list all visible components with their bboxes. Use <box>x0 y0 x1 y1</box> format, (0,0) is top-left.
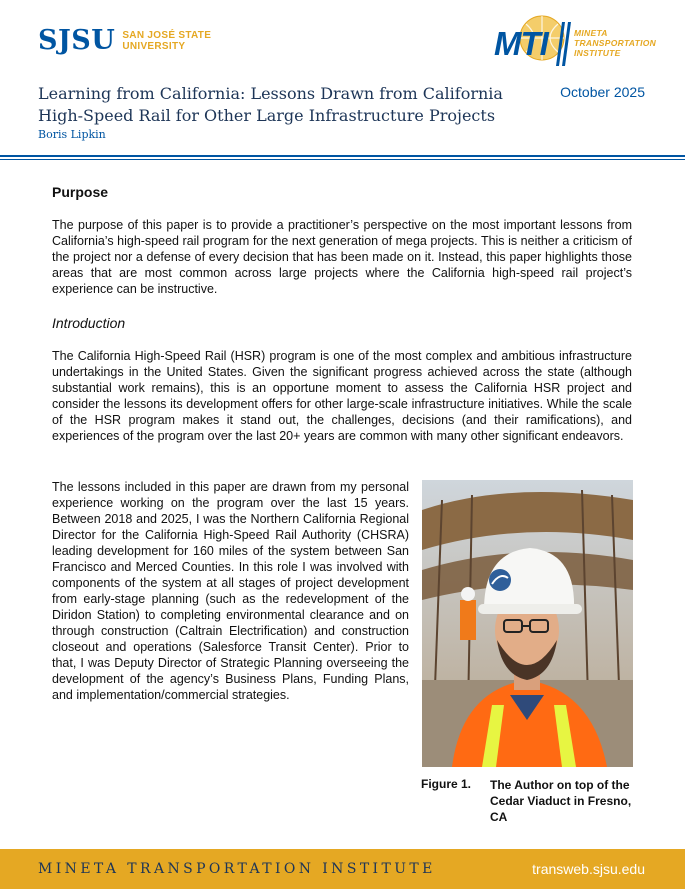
document-author: Boris Lipkin <box>38 128 106 141</box>
sjsu-wordmark: SJSU <box>38 25 116 56</box>
figure-caption: The Author on top of the Cedar Viaduct in Fresno, CA <box>490 778 632 824</box>
footer-website-link[interactable]: transweb.sjsu.edu <box>532 861 645 877</box>
introduction-heading: Introduction <box>52 315 126 331</box>
figure-label: Figure 1. <box>421 777 472 791</box>
purpose-heading: Purpose <box>52 184 109 200</box>
mti-logo <box>492 12 657 70</box>
lessons-paragraph: The lessons included in this paper are drawn from my personal experience working on the program over the last 15 years. Between 2018 and 2025, I was the Northern California Regional Director for the California High-Speed Rail Authority (CHSRA) leading development for 160 miles of the system between San Francisco and Merced Counties. In this role I was involved with components of the system at all stages of project development from early-stage planning (such as the redevelopment of the Diridon Station) to completing environmental clearance and on through construction (Caltrain Electrification) and construction closeout and operations (Salesforce Transit Center). Prior to that, I was Deputy Director of Strategic Planning overseeing the development of the agency’s Business Plans, Funding Plans, and implementation/commercial strategies. <box>52 480 409 702</box>
mti-wordmark: MTI <box>494 25 548 62</box>
document-title: Learning from California: Lessons Drawn from California High-Speed Rail for Other Large Infrastructure Projects <box>38 84 503 125</box>
footer-bar <box>0 849 685 889</box>
author-photo <box>422 480 633 767</box>
mti-subtitle: MINETA TRANSPORTATION INSTITUTE <box>574 28 657 58</box>
sjsu-logo <box>38 26 211 56</box>
header-divider <box>0 155 685 157</box>
purpose-paragraph: The purpose of this paper is to provide a practitioner’s perspective on the most important lessons from California’s high-speed rail program for the next generation of mega projects. This is neither a criticism of the project nor a defense of every decision that has been made on it. Instead, this paper highlights those areas that are most common across large projects where the California high-speed rail project’s experience can be instructive. <box>52 218 632 296</box>
introduction-paragraph: The California High-Speed Rail (HSR) program is one of the most complex and ambitious infrastructure undertakings in the United States. Given the significant progress achieved across the state (although substantial work remains), this is an opportune moment to assess the California HSR project and consider the lessons its development offers for other large-scale infrastructure initiatives. While the scale of the HSR program makes it stand out, the challenges, decisions (and their ramifications), and experiences of the program over the last 20+ years are common with many other significant endeavors. <box>52 349 632 443</box>
document-date: October 2025 <box>560 84 645 100</box>
footer-institute-name: MINETA TRANSPORTATION INSTITUTE <box>38 861 436 877</box>
sjsu-subtitle: SAN JOSÉ STATE UNIVERSITY <box>122 30 212 52</box>
mti-bars-icon <box>552 22 572 66</box>
author-photo-illustration <box>422 480 633 767</box>
header-divider-thin <box>0 159 685 160</box>
